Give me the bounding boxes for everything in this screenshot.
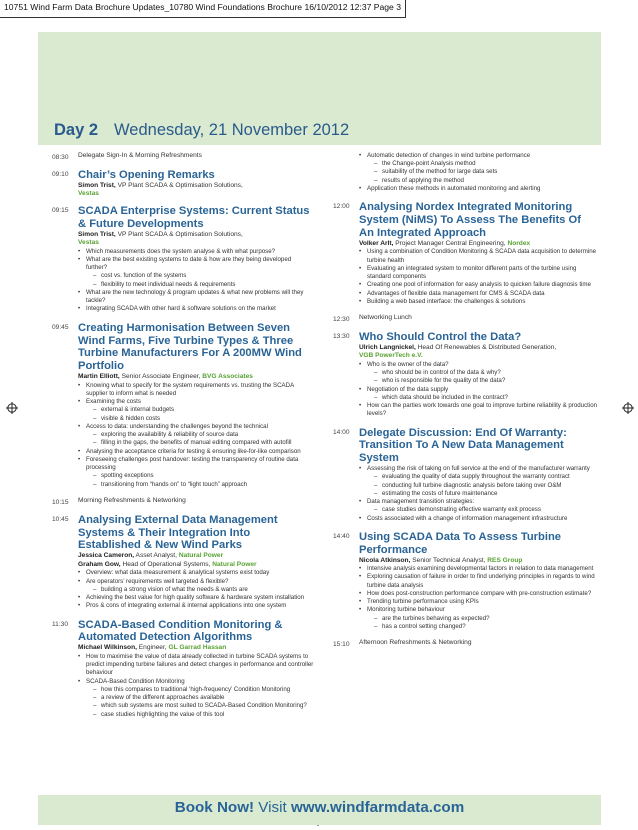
- speaker: [78, 182, 314, 199]
- agenda-session: [333, 331, 598, 419]
- bullet-item: [78, 569, 314, 577]
- bullet-text: Which measurements does the system analyse & with what purpose?: [86, 247, 276, 255]
- speaker-company: Natural Power: [212, 560, 257, 568]
- bullet-item: [359, 290, 598, 298]
- speaker-role: Engineer,: [136, 644, 169, 652]
- sub-bullet-list: [367, 394, 598, 402]
- bullet-item: [78, 305, 314, 313]
- sub-bullet-list: [367, 506, 598, 514]
- speaker-role: Head of Operational Systems,: [120, 560, 213, 568]
- speaker-company: RES Group: [487, 556, 523, 564]
- session-title: Delegate Discussion: End Of Warranty: Transition To A New Data Management System: [359, 426, 567, 465]
- bullet-item: [359, 281, 598, 289]
- sub-bullet-item: – who is responsible for the quality of the data?: [367, 377, 598, 385]
- sub-bullet-item: – the Change-point Analysis method: [367, 160, 598, 168]
- bullet-text: Trending turbine performance using KPIs: [367, 598, 479, 606]
- bullet-list: [78, 653, 314, 719]
- speaker-company: BVG Associates: [202, 373, 253, 381]
- book-now-label: Book Now!: [174, 799, 255, 816]
- bullet-list: [359, 152, 598, 193]
- sub-bullet-item: – building a strong vision of what the needs & wants are: [86, 586, 314, 594]
- sub-bullet-list: [367, 615, 598, 631]
- bullet-text: Evaluating an integrated system to monitor different parts of the turbine using standard components: [367, 264, 577, 281]
- speaker-name: Volker Arlt,: [359, 239, 394, 247]
- bullet-item: [359, 386, 598, 402]
- agenda-session: [52, 152, 314, 161]
- bullet-list: [78, 569, 314, 610]
- session-title: Using SCADA Data To Assess Turbine Performance: [359, 530, 562, 556]
- speaker-name: Ulrich Langnickel,: [359, 343, 416, 351]
- bullet-item: [78, 678, 314, 719]
- bullet-text: Creating one pool of information for easy analysis to quicken failure diagnosis time: [367, 281, 591, 289]
- bullet-text: Exploring causation of failure in order to find underlying principles in regards to wind turbine data analysis: [367, 573, 595, 589]
- bullet-text: Automatic detection of changes in wind turbine performance: [367, 152, 531, 159]
- agenda-session: [52, 205, 314, 314]
- bullet-list: [78, 382, 314, 489]
- bullet-text: Application these methods in automated monitoring and alerting: [367, 184, 541, 192]
- bullet-item: [78, 456, 314, 489]
- bullet-text: Examining the costs: [86, 398, 141, 406]
- sub-bullet-item: – how this compares to traditional ‘high-frequency’ Condition Monitoring: [86, 686, 314, 694]
- sub-bullet-item: – has a control setting changed?: [367, 623, 598, 631]
- speaker-company: Nordex: [507, 239, 531, 247]
- bullet-text: SCADA-Based Condition Monitoring: [86, 677, 185, 685]
- session-label: Delegate Sign-In & Morning Refreshments: [78, 152, 202, 159]
- session-time: 09:15: [52, 206, 69, 214]
- agenda-session: [52, 514, 314, 611]
- speaker-name: Simon Trist,: [78, 230, 116, 238]
- bullet-text: Monitoring turbine behaviour: [367, 606, 445, 614]
- agenda-session: [52, 169, 314, 199]
- sub-bullet-list: [367, 369, 598, 385]
- sub-bullet-item: – external & internal budgets: [86, 406, 314, 414]
- bullet-text: Integrating SCADA with other hard & software solutions on the market: [86, 305, 276, 313]
- sub-bullet-item: – filling in the gaps, the benefits of manual editing compared with autofill: [86, 439, 314, 447]
- bullet-list: [359, 465, 598, 523]
- session-time: 10:15: [52, 498, 69, 506]
- bullet-item: [359, 565, 598, 573]
- sub-bullet-item: – evaluating the quality of data supply throughout the warranty contract: [367, 473, 598, 481]
- bullet-item: [359, 573, 598, 589]
- speaker-role: Asset Analyst,: [134, 552, 179, 560]
- bullet-text: Foreseeing challenges post handover: testing the transparency of routine data processing: [86, 455, 299, 472]
- speaker: [78, 561, 314, 570]
- bullet-text: Overview: what data measurement & analytical systems exist today: [86, 569, 270, 577]
- session-time: 09:10: [52, 170, 69, 178]
- left-column: [52, 152, 314, 719]
- sub-bullet-list: [367, 160, 598, 185]
- bullet-item: [78, 594, 314, 602]
- speaker-role: VP Plant SCADA & Optimisation Solutions,: [115, 230, 243, 238]
- session-time: 10:45: [52, 515, 69, 523]
- sub-bullet-item: – case studies demonstrating effective warranty exit process: [367, 506, 598, 514]
- session-label: Networking Lunch: [359, 314, 412, 321]
- sub-bullet-item: – transitioning from “hands on” to “light touch” approach: [86, 481, 314, 489]
- bullet-list: [359, 248, 598, 306]
- bullet-list: [78, 248, 314, 314]
- session-title: Chair’s Opening Remarks: [78, 168, 215, 181]
- speaker: [78, 644, 314, 653]
- print-slug: 10751 Wind Farm Data Brochure Updates_10780 Wind Foundations Brochure 16/10/2012 12:37 Page 3: [0, 0, 406, 18]
- sub-bullet-item: – are the turbines behaving as expected?: [367, 615, 598, 623]
- agenda-session: [333, 201, 598, 306]
- sub-bullet-item: – estimating the costs of future maintenance: [367, 490, 598, 498]
- sub-bullet-item: – flexibility to meet individual needs & requirements: [86, 281, 314, 289]
- bullet-item: [78, 248, 314, 256]
- sub-bullet-item: – conducting full turbine diagnostic analysis before taking over O&M: [367, 482, 598, 490]
- bullet-text: Data management transition strategies:: [367, 498, 475, 506]
- bullet-text: Advantages of flexible data management for CMS & SCADA data: [367, 289, 545, 297]
- bullet-text: Building a web based interface: the challenges & solutions: [367, 297, 526, 305]
- bullet-item: [78, 398, 314, 423]
- bullet-item: [78, 256, 314, 289]
- bullet-text: How can the parties work towards one goal to improve turbine reliability & production levels?: [367, 402, 598, 418]
- speaker: [78, 373, 314, 382]
- bullet-text: Assessing the risk of taking on full service at the end of the manufacturer warranty: [367, 465, 590, 473]
- agenda-session: [52, 497, 314, 506]
- website-link[interactable]: www.windfarmdata.com: [290, 799, 465, 816]
- bullet-text: Analysing the acceptance criteria for testing & ensuring like-for-like comparison: [86, 447, 301, 455]
- session-title: Who Should Control the Data?: [359, 330, 522, 343]
- visit-text: Visit: [254, 799, 291, 816]
- speaker: [359, 344, 598, 361]
- sub-bullet-item: – which data should be included in the contract?: [367, 394, 598, 402]
- speaker-name: Michael Wilkinson,: [78, 644, 137, 652]
- speaker-role: Project Manager Central Engineering,: [393, 239, 508, 247]
- sub-bullet-list: [86, 586, 314, 594]
- sub-bullet-item: – results of applying the method: [367, 177, 598, 185]
- session-time: 13:30: [333, 332, 350, 340]
- session-time: 08:30: [52, 154, 69, 161]
- agenda-session: [52, 322, 314, 489]
- sub-bullet-item: – exploring the availability & reliability of source data: [86, 431, 314, 439]
- speaker-name: Jessica Cameron,: [78, 552, 135, 560]
- agenda-session: [333, 531, 598, 631]
- bullet-text: How does post-construction performance compare with pre-construction estimate?: [367, 589, 592, 597]
- speaker-name: Nicola Atkinson,: [359, 556, 411, 564]
- bullet-item: [359, 598, 598, 606]
- session-time: 11:30: [52, 620, 69, 628]
- speaker-company: GL Garrad Hassan: [168, 644, 227, 652]
- sub-bullet-item: – cost vs. function of the systems: [86, 272, 314, 280]
- sub-bullet-list: [86, 272, 314, 288]
- bullet-item: [78, 448, 314, 456]
- bullet-item: [78, 382, 314, 398]
- bullet-item: [78, 602, 314, 610]
- bullet-item: [78, 289, 314, 305]
- bullet-text: How to maximise the value of data already collected in turbine SCADA systems to predict impending turbine failures and detect changes in performance and controller behaviour: [86, 652, 314, 677]
- agenda-session: [333, 639, 598, 648]
- session-time: 12:30: [333, 316, 350, 323]
- speaker: [359, 240, 598, 249]
- speaker-role: Senior Associate Engineer,: [119, 373, 203, 381]
- session-label: Morning Refreshments & Networking: [78, 496, 186, 504]
- bullet-text: Achieving the best value for high quality software & hardware system installation: [86, 594, 305, 602]
- bullet-text: Are operators’ requirements well targeted & flexible?: [86, 577, 229, 585]
- speaker: [78, 231, 314, 248]
- day-heading: [54, 121, 349, 140]
- speaker-role: VP Plant SCADA & Optimisation Solutions,: [115, 181, 243, 189]
- sub-bullet-item: – suitability of the method for large data sets: [367, 168, 598, 176]
- bullet-text: Negotiation of the data supply: [367, 385, 449, 393]
- day-date: Wednesday, 21 November 2012: [114, 121, 350, 139]
- registration-mark-icon: [6, 402, 18, 414]
- sub-bullet-list: [86, 406, 314, 422]
- speaker-name: Martin Elliott,: [78, 373, 120, 381]
- bullet-item: [359, 606, 598, 631]
- bullet-item: [359, 590, 598, 598]
- speaker-role: Head Of Renewables & Distributed Generation,: [415, 343, 557, 351]
- sub-bullet-item: – who should be in control of the data & why?: [367, 369, 598, 377]
- bullet-item: [359, 498, 598, 514]
- bullet-item: [78, 423, 314, 448]
- sub-bullet-item: – visible & hidden costs: [86, 415, 314, 423]
- bullet-item: [359, 248, 598, 264]
- day-label: Day 2: [54, 121, 99, 139]
- bullet-item: [359, 361, 598, 386]
- speaker-company: Natural Power: [178, 552, 224, 560]
- speaker: [359, 557, 598, 566]
- session-time: 12:00: [333, 203, 350, 211]
- bullet-list: [359, 565, 598, 631]
- session-time: 15:10: [333, 640, 350, 648]
- bullet-item: [359, 465, 598, 498]
- bullet-item: [78, 653, 314, 678]
- bullet-text: Access to data: understanding the challenges beyond the technical: [86, 422, 268, 430]
- session-time: 14:00: [333, 428, 350, 436]
- speaker-company: Vestas: [78, 239, 99, 247]
- session-title: Analysing Nordex Integrated Monitoring System (NiMS) To Assess The Benefits Of An Integrated Approach: [359, 201, 581, 239]
- bullet-text: What are the best existing systems to date & how are they being developed further?: [86, 256, 292, 272]
- bullet-text: Pros & cons of integrating external & internal applications into one system: [86, 602, 287, 610]
- agenda-session: [333, 427, 598, 523]
- session-time: 09:45: [52, 323, 69, 331]
- bullet-item: [359, 185, 598, 193]
- bullet-item: [359, 402, 598, 418]
- bullet-item: [359, 152, 598, 185]
- registration-mark-icon: [622, 402, 634, 414]
- book-now-banner: [38, 795, 601, 825]
- agenda-session: [52, 619, 314, 719]
- right-column: [333, 152, 598, 648]
- bullet-text: Who is the owner of the data?: [367, 360, 449, 368]
- bullet-item: [78, 578, 314, 594]
- sub-bullet-list: [86, 431, 314, 447]
- session-time: 14:40: [333, 532, 350, 540]
- bullet-text: Costs associated with a change of information management infrastructure: [367, 514, 568, 522]
- speaker-name: Graham Gow,: [78, 560, 121, 568]
- session-title: SCADA Enterprise Systems: Current Status & Future Developments: [78, 204, 310, 230]
- sub-bullet-item: – spotting exceptions: [86, 472, 314, 480]
- bullet-item: [359, 265, 598, 281]
- bullet-text: Intensive analysis examining developmental factors in relation to data management: [367, 565, 594, 573]
- sub-bullet-item: – a review of the different approaches available: [86, 694, 314, 702]
- speaker-name: Simon Trist,: [78, 181, 116, 189]
- sub-bullet-list: [367, 473, 598, 498]
- sub-bullet-list: [86, 472, 314, 488]
- bullet-text: Knowing what to specify for the system requirements vs. trusting the SCADA supplier to inform what is needed: [86, 381, 294, 397]
- bullet-list: [359, 361, 598, 419]
- sub-bullet-item: – case studies highlighting the value of this tool: [86, 711, 314, 719]
- bullet-item: [359, 515, 598, 523]
- bullet-text: Using a combination of Condition Monitoring & SCADA data acquisition to determine turbine health: [367, 248, 597, 264]
- speaker-company: Vestas: [78, 190, 99, 198]
- sub-bullet-list: [86, 686, 314, 719]
- bullet-text: What are the new technology & program updates & what new problems will they tackle?: [86, 288, 304, 305]
- agenda-session: [333, 314, 598, 323]
- speaker-company: VGB PowerTech e.V.: [359, 352, 423, 360]
- session-title: Creating Harmonisation Between Seven Wind Farms, Five Turbine Types & Three Turbine Manufacturers For A 200MW Wind Portfolio: [78, 321, 302, 373]
- session-label: Afternoon Refreshments & Networking: [359, 638, 472, 646]
- bullet-item: [359, 298, 598, 306]
- session-title: SCADA-Based Condition Monitoring & Automated Detection Algorithms: [78, 618, 283, 644]
- session-title: Analysing External Data Management Systems & Their Integration Into Established & New Wind Parks: [78, 513, 278, 552]
- speaker: [78, 552, 314, 561]
- sub-bullet-item: – which sub systems are most suited to SCADA-Based Condition Monitoring?: [86, 702, 314, 710]
- agenda-session: [333, 152, 598, 193]
- speaker-role: Senior Technical Analyst,: [410, 556, 488, 564]
